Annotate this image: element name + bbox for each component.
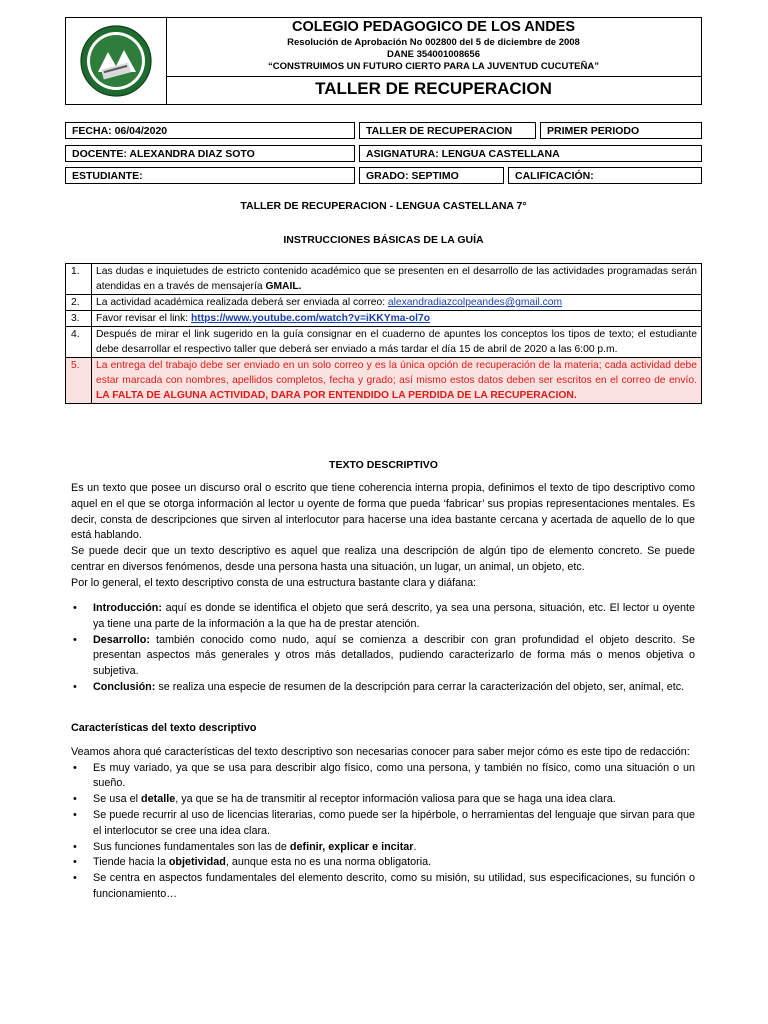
school-logo-icon [78, 22, 154, 100]
instruction-number: 1. [66, 264, 92, 295]
list-item: • Se puede recurrir al uso de licencias literarias, como puede ser la hipérbole, o herramientas del lenguaje que sirvan para que el interlocutor se cree una idea clara. [73, 808, 695, 837]
intro-paragraph: Por lo general, el texto descriptivo consta de una estructura bastante clara y diáfana: [71, 576, 477, 589]
instructions-heading: INSTRUCCIONES BÁSICAS DE LA GUÍA [283, 234, 484, 246]
workshop-heading: TALLER DE RECUPERACION - LENGUA CASTELLANA 7° [240, 200, 527, 212]
bullet-icon: • [73, 872, 77, 885]
list-item: • Es muy variado, ya que se usa para describir algo físico, como una persona, y también no físico, como una situación o un sueño. [73, 761, 695, 790]
intro-paragraph: Se puede decir que un texto descriptivo es aquel que realiza una descripción de algún tipo de elemento concreto. Se puede centrar en diversos fenómenos, desde una persona hasta una situación, un lugar, un animal, un objeto, etc. [71, 545, 695, 573]
instruction-text: Favor revisar el link: https://www.youtube.com/watch?v=iKKYma-ol7o [92, 311, 702, 327]
resolution-line: Resolución de Aprobación No 002800 del 5 de diciembre de 2008 [287, 37, 580, 48]
bullet-icon: • [73, 602, 77, 614]
warning-row [66, 358, 702, 404]
instruction-number: 5. [66, 358, 92, 404]
header-text [166, 18, 701, 104]
logo-cell [66, 18, 167, 104]
docente-field: DOCENTE: ALEXANDRA DIAZ SOTO [65, 145, 355, 162]
characteristics-intro: Veamos ahora qué características del texto descriptivo son necesarias conocer para saber mejor cómo es este tipo de redacción: [71, 745, 690, 758]
bullet-icon: • [73, 761, 77, 774]
document-title: TALLER DE RECUPERACION [315, 79, 552, 98]
list-item: • Se usa el detalle, ya que se ha de transmitir al receptor información valiosa para que se haga una idea clara. [71, 792, 695, 808]
list-item: • Introducción: aquí es donde se identifica el objeto que será descrito, ya sea una persona, situación, etc. El lector u oyente ya tiene una parte de la información a la que ha de prestar atención. [73, 602, 695, 630]
bullet-icon: • [73, 633, 77, 646]
characteristics-heading: Características del texto descriptivo [71, 722, 257, 734]
list-item: • Se centra en aspectos fundamentales del elemento descrito, como su misión, su utilidad, sus especificaciones, su función o funcionamiento… [73, 872, 695, 900]
instruction-row [66, 311, 702, 327]
bullet-icon: • [73, 840, 77, 853]
intro-section [71, 481, 695, 592]
school-name: COLEGIO PEDAGOGICO DE LOS ANDES [291, 19, 576, 35]
asignatura-field: ASIGNATURA: LENGUA CASTELLANA [359, 145, 702, 162]
school-header [65, 17, 702, 105]
instruction-row [66, 327, 702, 358]
motto-line: “CONSTRUIMOS UN FUTURO CIERTO PARA LA JUVENTUD CUCUTEÑA” [268, 61, 599, 72]
list-item: • Sus funciones fundamentales son las de definir, explicar e incitar. [71, 840, 695, 856]
calificacion-field[interactable]: CALIFICACIÓN: [508, 167, 702, 184]
texto-descriptivo-heading: TEXTO DESCRIPTIVO [329, 459, 438, 471]
bullet-icon: • [73, 856, 77, 869]
estudiante-field[interactable]: ESTUDIANTE: [65, 167, 355, 184]
instruction-text: Las dudas e inquietudes de estricto contenido académico que se presenten en el desarrollo de las actividades programadas serán atendidas en a través de mensajería GMAIL. [92, 264, 702, 295]
warning-text: La entrega del trabajo debe ser enviado en un solo correo y es la única opción de recuperación de la materia; cada actividad debe estar marcada con nombres, apellidos completos, fecha y grado; así mismo estos datos deben ser escritos en el correo de envío. LA FALTA DE ALGUNA ACTIVIDAD, DARA POR ENTENDIDO LA PERDIDA DE LA RECUPERACION. [92, 358, 702, 404]
characteristics-section [71, 721, 695, 903]
instruction-number: 3. [66, 311, 92, 327]
instruction-row [66, 264, 702, 295]
bullet-icon: • [73, 793, 77, 806]
instruction-row [66, 295, 702, 311]
header-divider [166, 76, 701, 77]
email-link[interactable]: alexandradiazcolpeandes@gmail.com [387, 297, 563, 308]
periodo-field: PRIMER PERIODO [540, 122, 702, 139]
list-item: • Conclusión: se realiza una especie de resumen de la descripción para cerrar la caracterización del objeto, ser, animal, etc. [71, 680, 695, 696]
bullet-icon: • [73, 808, 77, 821]
list-item: • Desarrollo: también conocido como nudo, aquí se comienza a describir con gran profundidad el objeto descrito. Se presentan aspectos más generales y otros más detallados, pudiendo caracterizarlo de forma más o menos objetiva o subjetiva. [73, 633, 695, 678]
bullet-icon: • [73, 680, 77, 693]
fecha-field: FECHA: 06/04/2020 [65, 122, 355, 139]
grado-field: GRADO: SEPTIMO [359, 167, 504, 184]
list-item: • Tiende hacia la objetividad, aunque esta no es una norma obligatoria. [71, 855, 695, 871]
dane-line: DANE 354001008656 [387, 49, 480, 60]
instruction-number: 4. [66, 327, 92, 358]
taller-field: TALLER DE RECUPERACION [359, 122, 536, 139]
instruction-number: 2. [66, 295, 92, 311]
youtube-link[interactable]: https://www.youtube.com/watch?v=iKKYma-ol7o [191, 313, 431, 324]
instruction-text: La actividad académica realizada deberá ser enviada al correo: alexandradiazcolpeandes@gmail.com [92, 295, 702, 311]
intro-paragraph: Es un texto que posee un discurso oral o escrito que tiene coherencia interna propia, definimos el texto de tipo descriptivo como aquel en el que se otorga información al lector u oyente de forma que pueda ‘fabricar’ sus propias representaciones mentales. Es decir, consta de descripciones que sirven al interlocutor para hacerse una idea bastante cercana y acertada de aquello de lo que está hablando. [71, 482, 695, 542]
instructions-table [65, 263, 702, 404]
structure-list [71, 601, 695, 696]
instruction-text: Después de mirar el link sugerido en la guía consignar en el cuaderno de apuntes los conceptos los tipos de texto; el estudiante debe desarrollar el respectivo taller que deberá ser enviado a más tardar el día 15 de abril de 2020 a las 6:00 p.m. [92, 327, 702, 358]
